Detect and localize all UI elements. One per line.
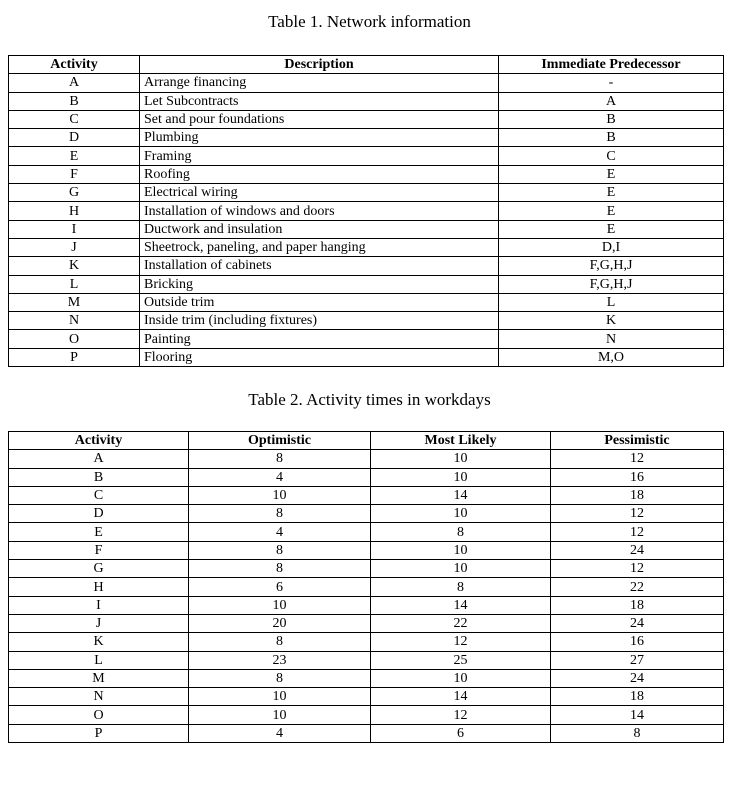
table-cell: 18: [551, 688, 724, 706]
table-cell: 8: [189, 669, 371, 687]
table-cell: 22: [371, 614, 551, 632]
table-row: [9, 486, 724, 504]
table-row: [9, 596, 724, 614]
table-cell: 10: [189, 596, 371, 614]
table-cell: A: [9, 74, 140, 92]
table-row: [9, 129, 724, 147]
table-cell: 24: [551, 541, 724, 559]
table-cell: J: [9, 614, 189, 632]
table-row: [9, 633, 724, 651]
table-cell: D: [9, 129, 140, 147]
table-row: [9, 184, 724, 202]
table-cell: M: [9, 293, 140, 311]
table-cell: 8: [371, 523, 551, 541]
table-row: [9, 614, 724, 632]
table-cell: 8: [189, 633, 371, 651]
table-cell: D: [9, 505, 189, 523]
table-cell: K: [9, 633, 189, 651]
table-cell: L: [9, 651, 189, 669]
table-row: [9, 560, 724, 578]
table-row: [9, 541, 724, 559]
table-cell: B: [499, 129, 724, 147]
table-cell: C: [9, 486, 189, 504]
table-cell: Outside trim: [140, 293, 499, 311]
table-cell: 8: [189, 560, 371, 578]
table-cell: 22: [551, 578, 724, 596]
table-header-row: [9, 432, 724, 450]
table-row: [9, 330, 724, 348]
table-cell: E: [499, 202, 724, 220]
table-cell: P: [9, 724, 189, 742]
table-cell: 24: [551, 669, 724, 687]
table-row: [9, 275, 724, 293]
column-header: Activity: [9, 432, 189, 450]
table-cell: F,G,H,J: [499, 275, 724, 293]
table-cell: 6: [371, 724, 551, 742]
table-cell: 8: [371, 578, 551, 596]
table-row: [9, 220, 724, 238]
table-cell: Ductwork and insulation: [140, 220, 499, 238]
column-header: Description: [140, 56, 499, 74]
table-cell: B: [9, 468, 189, 486]
table-row: [9, 238, 724, 256]
table-cell: Installation of cabinets: [140, 257, 499, 275]
table1-title: Table 1. Network information: [268, 12, 471, 31]
network-information-table: [8, 55, 724, 367]
table-row: [9, 110, 724, 128]
table-cell: Arrange financing: [140, 74, 499, 92]
table-cell: F,G,H,J: [499, 257, 724, 275]
table-cell: A: [499, 92, 724, 110]
table-row: [9, 724, 724, 742]
table-cell: 14: [371, 596, 551, 614]
table-row: [9, 202, 724, 220]
table-cell: 16: [551, 468, 724, 486]
table-cell: E: [9, 523, 189, 541]
table-cell: 10: [189, 688, 371, 706]
table-cell: 12: [551, 505, 724, 523]
table-cell: N: [499, 330, 724, 348]
table-cell: N: [9, 688, 189, 706]
table-row: [9, 651, 724, 669]
table-cell: M: [9, 669, 189, 687]
table-row: [9, 669, 724, 687]
table-cell: H: [9, 202, 140, 220]
table-cell: 12: [551, 523, 724, 541]
table-cell: E: [9, 147, 140, 165]
table-row: [9, 523, 724, 541]
table-row: [9, 92, 724, 110]
table-cell: E: [499, 165, 724, 183]
table-cell: 6: [189, 578, 371, 596]
table-cell: 4: [189, 724, 371, 742]
table2-title: Table 2. Activity times in workdays: [248, 390, 491, 409]
table-cell: 8: [189, 505, 371, 523]
table-cell: B: [499, 110, 724, 128]
table-cell: F: [9, 541, 189, 559]
table-cell: K: [499, 312, 724, 330]
table-cell: D,I: [499, 238, 724, 256]
table-cell: J: [9, 238, 140, 256]
table-cell: 12: [551, 560, 724, 578]
table-cell: 20: [189, 614, 371, 632]
table-cell: B: [9, 92, 140, 110]
table-cell: O: [9, 330, 140, 348]
table-cell: 24: [551, 614, 724, 632]
column-header: Immediate Predecessor: [499, 56, 724, 74]
table-cell: 10: [371, 468, 551, 486]
table-cell: Installation of windows and doors: [140, 202, 499, 220]
table-cell: I: [9, 596, 189, 614]
table-cell: 4: [189, 523, 371, 541]
table-cell: E: [499, 184, 724, 202]
table-cell: 12: [371, 633, 551, 651]
table-cell: G: [9, 560, 189, 578]
column-header: Pessimistic: [551, 432, 724, 450]
table-cell: 27: [551, 651, 724, 669]
table-row: [9, 706, 724, 724]
table-cell: 18: [551, 596, 724, 614]
table-cell: 14: [371, 688, 551, 706]
table-cell: Inside trim (including fixtures): [140, 312, 499, 330]
table-header-row: [9, 56, 724, 74]
table-row: [9, 505, 724, 523]
table-cell: Plumbing: [140, 129, 499, 147]
table-cell: M,O: [499, 348, 724, 366]
table-cell: G: [9, 184, 140, 202]
column-header: Optimistic: [189, 432, 371, 450]
table-cell: Flooring: [140, 348, 499, 366]
table-cell: 10: [371, 669, 551, 687]
table-row: [9, 165, 724, 183]
table-cell: Bricking: [140, 275, 499, 293]
table-cell: Framing: [140, 147, 499, 165]
table-row: [9, 348, 724, 366]
table-cell: 4: [189, 468, 371, 486]
table-row: [9, 257, 724, 275]
table-cell: 8: [189, 541, 371, 559]
table-cell: A: [9, 450, 189, 468]
table-cell: Roofing: [140, 165, 499, 183]
table-cell: Let Subcontracts: [140, 92, 499, 110]
table-cell: 14: [371, 486, 551, 504]
table-cell: 10: [371, 541, 551, 559]
table-cell: O: [9, 706, 189, 724]
table-row: [9, 312, 724, 330]
table-cell: 8: [551, 724, 724, 742]
table-cell: Electrical wiring: [140, 184, 499, 202]
table-cell: 8: [189, 450, 371, 468]
table-row: [9, 578, 724, 596]
table-cell: 18: [551, 486, 724, 504]
table-cell: E: [499, 220, 724, 238]
table-cell: 10: [371, 505, 551, 523]
table-cell: 12: [551, 450, 724, 468]
table-cell: 25: [371, 651, 551, 669]
table-cell: 10: [371, 560, 551, 578]
table-cell: 12: [371, 706, 551, 724]
table-row: [9, 147, 724, 165]
table-row: [9, 688, 724, 706]
table-cell: 10: [189, 706, 371, 724]
table-cell: Set and pour foundations: [140, 110, 499, 128]
table-cell: Sheetrock, paneling, and paper hanging: [140, 238, 499, 256]
table-row: [9, 468, 724, 486]
table-cell: 10: [371, 450, 551, 468]
column-header: Activity: [9, 56, 140, 74]
table-cell: 14: [551, 706, 724, 724]
table-cell: K: [9, 257, 140, 275]
table-cell: Painting: [140, 330, 499, 348]
table-cell: I: [9, 220, 140, 238]
table-cell: 10: [189, 486, 371, 504]
table-row: [9, 293, 724, 311]
table-cell: L: [9, 275, 140, 293]
activity-times-table: [8, 431, 724, 743]
table-cell: 23: [189, 651, 371, 669]
table-cell: 16: [551, 633, 724, 651]
table-row: [9, 450, 724, 468]
table-cell: P: [9, 348, 140, 366]
table-cell: N: [9, 312, 140, 330]
table-cell: L: [499, 293, 724, 311]
table-row: [9, 74, 724, 92]
table-cell: F: [9, 165, 140, 183]
table-cell: C: [499, 147, 724, 165]
table-cell: H: [9, 578, 189, 596]
column-header: Most Likely: [371, 432, 551, 450]
table-cell: C: [9, 110, 140, 128]
table-cell: -: [499, 74, 724, 92]
